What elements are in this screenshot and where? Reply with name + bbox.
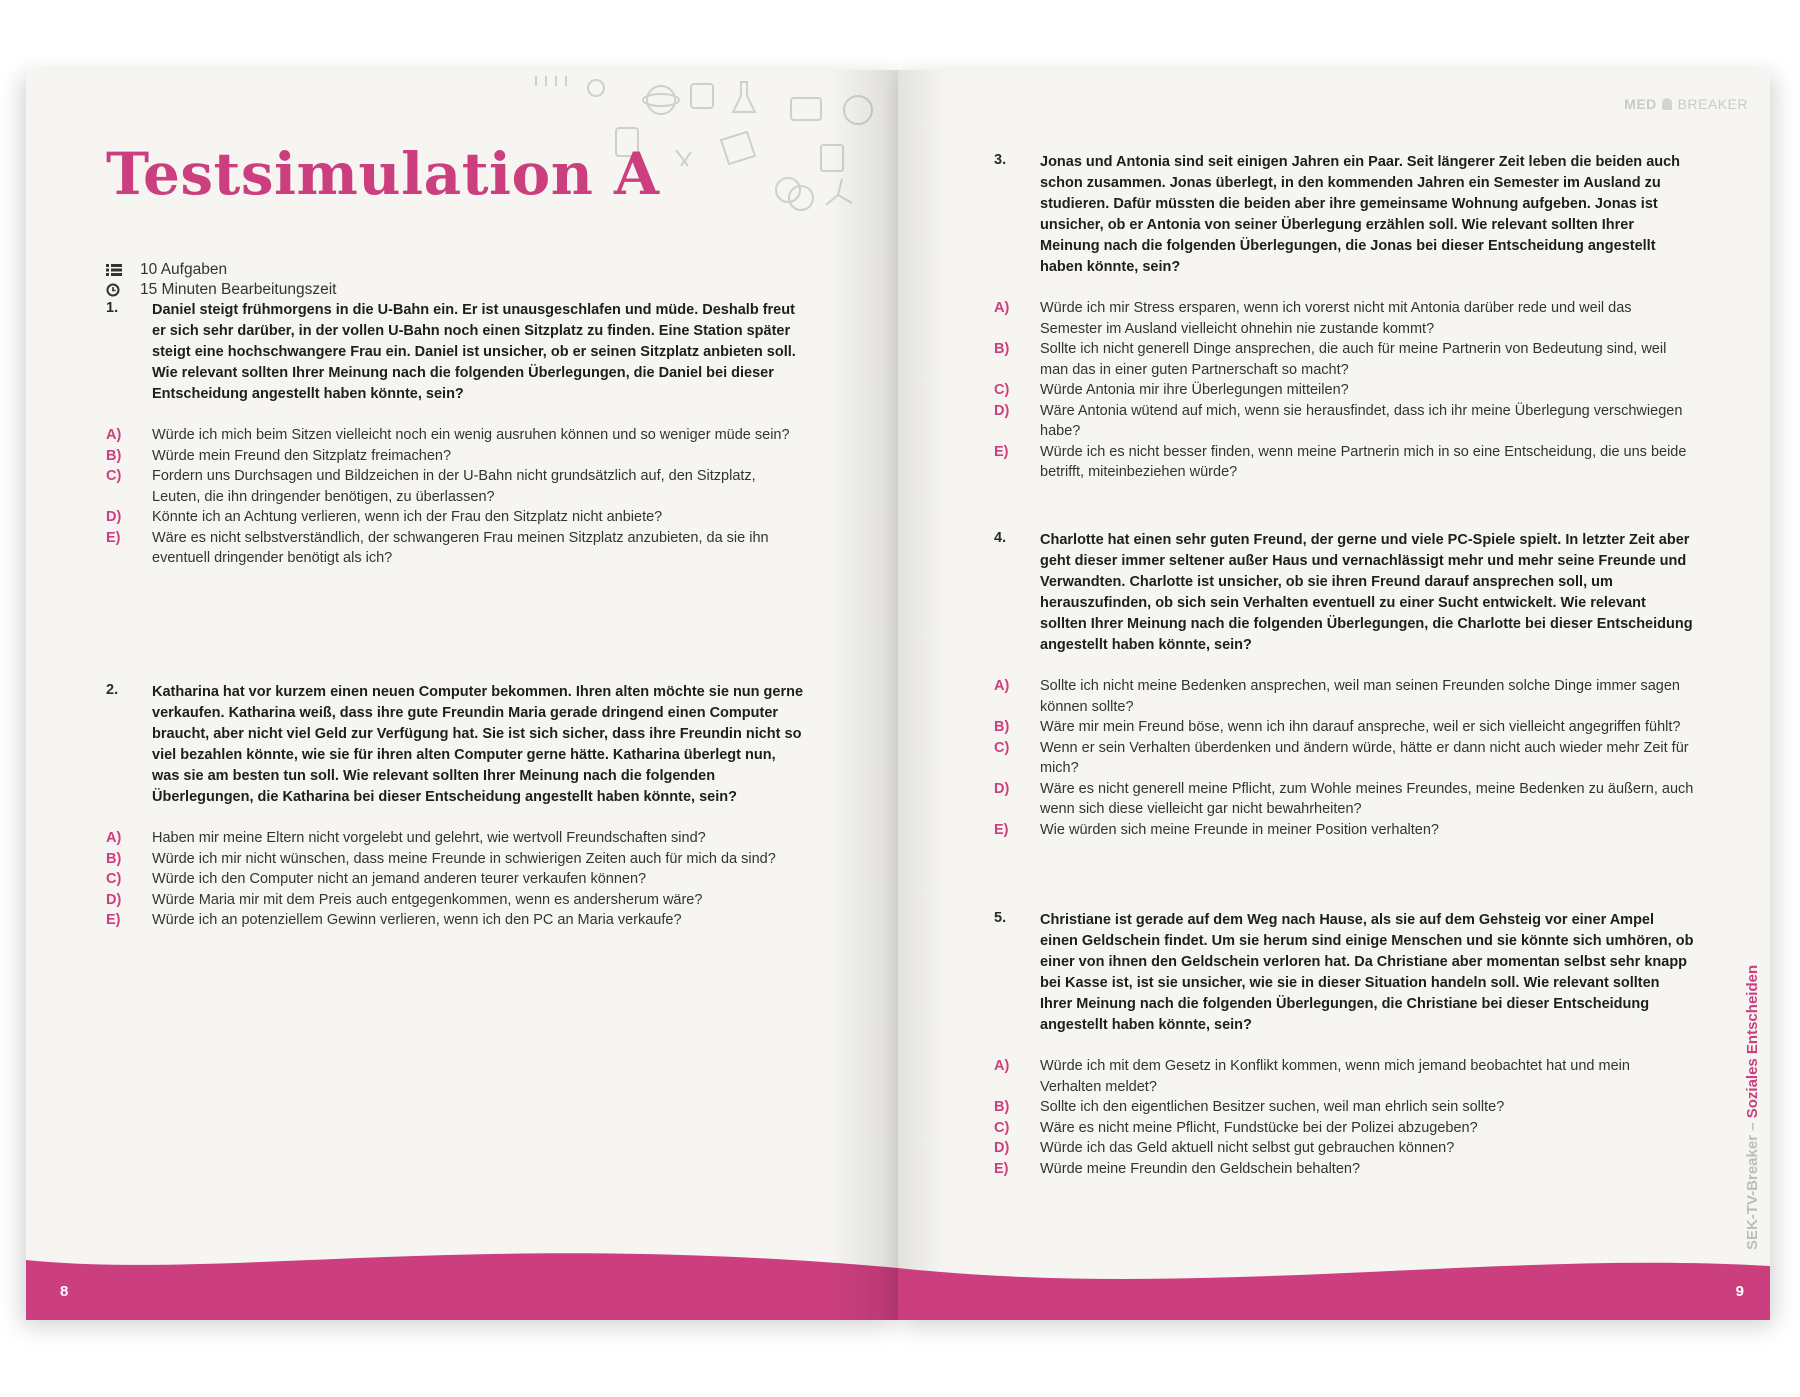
option-text: Würde Maria mir mit dem Preis auch entgegenkommen, wenn es andersherum wäre? — [152, 891, 703, 908]
option-text: Sollte ich nicht generell Dinge ansprechen, die auch für meine Partnerin von Bedeutung sind, weil man das in einer guten Partnerschaft so macht? — [1040, 341, 1667, 378]
question-4 — [994, 530, 1694, 840]
answer-option — [994, 738, 1694, 779]
page-number: 9 — [1735, 1283, 1744, 1300]
option-text: Würde ich mir nicht wünschen, dass meine Freunde in schwierigen Zeiten auch für mich da sind? — [152, 850, 776, 867]
option-text: Würde ich mir Stress ersparen, wenn ich vorerst nicht mit Antonia darüber rede und weil das Semester im Ausland vielleicht ohnehin nie zustande kommt? — [1040, 300, 1632, 337]
answer-option — [994, 1118, 1694, 1139]
option-letter: E) — [994, 1160, 1009, 1177]
page-title: Testsimulation A — [106, 140, 660, 208]
answer-option — [994, 401, 1694, 442]
test-meta — [106, 260, 336, 300]
option-letter: B) — [994, 1099, 1010, 1115]
answer-option — [106, 828, 806, 849]
question-number: 4. — [994, 530, 1007, 546]
question-number: 1. — [106, 300, 119, 316]
clock-icon — [106, 283, 140, 297]
answer-option — [994, 339, 1694, 380]
option-text: Könnte ich an Achtung verlieren, wenn ich der Frau den Sitzplatz nicht anbiete? — [152, 509, 663, 525]
question-5 — [994, 910, 1694, 1179]
option-text: Wäre es nicht generell meine Pflicht, zum Wohle meines Freundes, meine Bedenken zu äußern, auch wenn sich diese vielleicht gar nicht bewahrheiten? — [1040, 780, 1694, 817]
side-label-main: SEK-TV-Breaker – — [1744, 1118, 1761, 1250]
option-letter: B) — [106, 447, 122, 464]
answer-option — [994, 1138, 1694, 1159]
medbreaker-logo — [1624, 96, 1748, 112]
option-letter: E) — [106, 529, 121, 546]
option-letter: A) — [106, 427, 122, 443]
option-text: Sollte ich den eigentlichen Besitzer suchen, weil man ehrlich sein sollte? — [1040, 1099, 1505, 1115]
logo-part-breaker: BREAKER — [1677, 96, 1748, 112]
option-letter: D) — [106, 509, 122, 525]
option-letter: E) — [106, 912, 121, 928]
option-text: Haben mir meine Eltern nicht vorgelebt und gelehrt, wie wertvoll Freundschaften sind? — [152, 830, 706, 846]
logo-part-med: MED — [1624, 96, 1657, 112]
option-letter: A) — [994, 300, 1010, 316]
option-text: Würde ich mit dem Gesetz in Konflikt kommen, wenn mich jemand beobachtet hat und mein Verhalten meldet? — [1040, 1058, 1630, 1095]
answer-option — [106, 446, 806, 467]
option-letter: C) — [994, 382, 1010, 398]
option-letter: C) — [106, 468, 122, 484]
option-letter: D) — [994, 780, 1010, 797]
question-2 — [106, 682, 806, 931]
option-text: Wie würden sich meine Freunde in meiner Position verhalten? — [1040, 821, 1439, 838]
question-number: 2. — [106, 682, 119, 698]
answer-option — [994, 676, 1694, 717]
answer-option — [994, 1097, 1694, 1118]
option-text: Würde ich an potenziellem Gewinn verlieren, wenn ich den PC an Maria verkaufe? — [152, 912, 682, 928]
option-text: Wäre es nicht selbstverständlich, der schwangeren Frau meinen Sitzplatz anzubieten, da sie ihn eventuell dringender benötigt als ich? — [152, 529, 769, 566]
footer-wave — [26, 1240, 898, 1320]
option-letter: C) — [106, 871, 122, 887]
option-letter: B) — [106, 850, 122, 867]
question-text: Daniel steigt frühmorgens in die U-Bahn ein. Er ist unausgeschlafen und müde. Deshalb freut er sich sehr darüber, in der vollen U-Bahn noch einen Sitzplatz zu finden. Eine Station später steigt eine hochschwangere Frau ein. Daniel ist unsicher, ob er seinen Sitzplatz anbieten soll. Wie relevant sollten Ihrer Meinung nach die folgenden Überlegungen, die Daniel bei dieser Entscheidung angestellt haben könnte, sein? — [152, 302, 796, 402]
option-text: Würde ich es nicht besser finden, wenn meine Partnerin mich in so eine Entscheidung, die uns beide betrifft, miteinbeziehen würde? — [1040, 443, 1687, 480]
spine-shadow — [898, 70, 948, 1320]
side-chapter-label — [1742, 920, 1766, 1250]
option-letter: C) — [994, 739, 1010, 756]
left-page — [26, 70, 898, 1320]
answer-option — [106, 466, 806, 507]
answer-option — [106, 528, 806, 569]
option-letter: D) — [994, 1140, 1010, 1156]
question-number: 3. — [994, 152, 1007, 168]
answer-option — [994, 717, 1694, 738]
spine-shadow — [828, 70, 898, 1320]
logo-figure-icon — [1662, 98, 1672, 110]
option-text: Fordern uns Durchsagen und Bildzeichen in der U-Bahn nicht grundsätzlich auf, den Sitzplatz, Leuten, die ihn dringender benötigen, zu überlassen? — [152, 468, 756, 505]
answer-option — [994, 442, 1694, 483]
option-letter: A) — [106, 830, 122, 846]
right-page — [898, 70, 1770, 1320]
question-1 — [106, 300, 806, 569]
question-3 — [994, 152, 1694, 483]
option-letter: E) — [994, 821, 1009, 838]
option-text: Wäre Antonia wütend auf mich, wenn sie herausfindet, dass ich ihr meine Überlegung verschwiegen habe? — [1040, 402, 1683, 439]
question-text: Katharina hat vor kurzem einen neuen Computer bekommen. Ihren alten möchte sie nun gerne verkaufen. Katharina weiß, dass ihre gute Freundin Maria gerade dringend einen Computer braucht, aber nicht viel Geld zur Verfügung hat. Sie ist sich sicher, dass ihre Freundin nicht so viel bezahlen könnte, wie sie für ihren alten Computer gerne hätte. Katharina überlegt nun, was sie am besten tun soll. Wie relevant sollten Ihrer Meinung nach die folgenden Überlegungen, die Katharina bei dieser Entscheidung angestellt haben könnte, sein? — [152, 684, 804, 805]
option-letter: B) — [994, 719, 1010, 735]
option-text: Wäre es nicht meine Pflicht, Fundstücke bei der Polizei abzugeben? — [1040, 1119, 1478, 1136]
option-text: Würde Antonia mir ihre Überlegungen mitteilen? — [1040, 382, 1349, 398]
footer-wave — [898, 1240, 1770, 1320]
question-text: Charlotte hat einen sehr guten Freund, der gerne und viele PC-Spiele spielt. In letzter Zeit aber geht dieser immer seltener außer Haus und vernachlässigt mehr und mehr seine Freunde und Verwandten. Charlotte ist unsicher, ob sie ihren Freund darauf ansprechen soll, um herauszufinden, ob sich sein Verhalten eventuell zu einer Sucht entwickelt. Wie relevant sollten Ihrer Meinung nach die folgenden Überlegungen, die Charlotte bei dieser Entscheidung angestellt haben könnte, sein? — [1040, 532, 1693, 653]
option-text: Würde mein Freund den Sitzplatz freimachen? — [152, 447, 452, 464]
answer-option — [106, 849, 806, 870]
option-letter: B) — [994, 341, 1010, 357]
answer-option — [106, 869, 806, 890]
list-icon — [106, 264, 140, 276]
question-text: Jonas und Antonia sind seit einigen Jahren ein Paar. Seit längerer Zeit leben die beiden auch schon zusammen. Jonas überlegt, in den kommenden Jahren ein Semester im Ausland zu studieren. Dafür müssten die beiden aber ihre gemeinsame Wohnung aufgeben. Jonas ist unsicher, ob er Antonia von seiner Überlegung erzählen soll. Wie relevant sollten Ihrer Meinung nach die folgenden Überlegungen, die Jonas bei dieser Entscheidung angestellt haben könnte, sein? — [1040, 154, 1681, 275]
side-label-accent: Soziales Entscheiden — [1744, 964, 1761, 1119]
answer-option — [106, 910, 806, 931]
option-text: Würde ich mich beim Sitzen vielleicht noch ein wenig ausruhen können und so weniger müde sein? — [152, 427, 790, 443]
time-limit: 15 Minuten Bearbeitungszeit — [140, 281, 337, 298]
option-text: Wenn er sein Verhalten überdenken und ändern würde, hätte er dann nicht auch wieder mehr Zeit für mich? — [1040, 739, 1689, 776]
option-letter: D) — [106, 891, 122, 908]
option-letter: A) — [994, 678, 1010, 694]
answer-option — [994, 380, 1694, 401]
option-letter: E) — [994, 443, 1009, 460]
option-letter: C) — [994, 1119, 1010, 1136]
answer-option — [106, 425, 806, 446]
option-text: Wäre mir mein Freund böse, wenn ich ihn darauf anspreche, weil er sich vielleicht angegriffen fühlt? — [1040, 719, 1681, 735]
page-number: 8 — [60, 1283, 69, 1300]
answer-option — [994, 1056, 1694, 1097]
option-text: Sollte ich nicht meine Bedenken ansprechen, weil man seinen Freunden solche Dinge immer sagen können sollte? — [1040, 678, 1680, 715]
option-letter: D) — [994, 402, 1010, 419]
task-count: 10 Aufgaben — [140, 261, 228, 278]
answer-option — [994, 779, 1694, 820]
answer-option — [106, 890, 806, 911]
answer-option — [994, 820, 1694, 841]
question-number: 5. — [994, 910, 1007, 926]
option-letter: A) — [994, 1058, 1010, 1074]
option-text: Würde ich den Computer nicht an jemand anderen teurer verkaufen können? — [152, 871, 647, 887]
question-text: Christiane ist gerade auf dem Weg nach Hause, als sie auf dem Gehsteig vor einer Ampel einen Geldschein findet. Um sie herum sind einige Menschen und sie könnte sich umhören, ob einer von ihnen den Geldschein verloren hat. Da Christiane aber momentan selbst sehr knapp bei Kasse ist, ist sie unsicher, wie sie in dieser Situation handeln soll. Wie relevant sollten Ihrer Meinung nach die folgenden Überlegungen, die Christiane bei dieser Entscheidung angestellt haben könnte, sein? — [1040, 912, 1694, 1033]
option-text: Würde ich das Geld aktuell nicht selbst gut gebrauchen können? — [1040, 1140, 1455, 1156]
option-text: Würde meine Freundin den Geldschein behalten? — [1040, 1160, 1361, 1177]
answer-option — [994, 1159, 1694, 1180]
answer-option — [106, 507, 806, 528]
answer-option — [994, 298, 1694, 339]
